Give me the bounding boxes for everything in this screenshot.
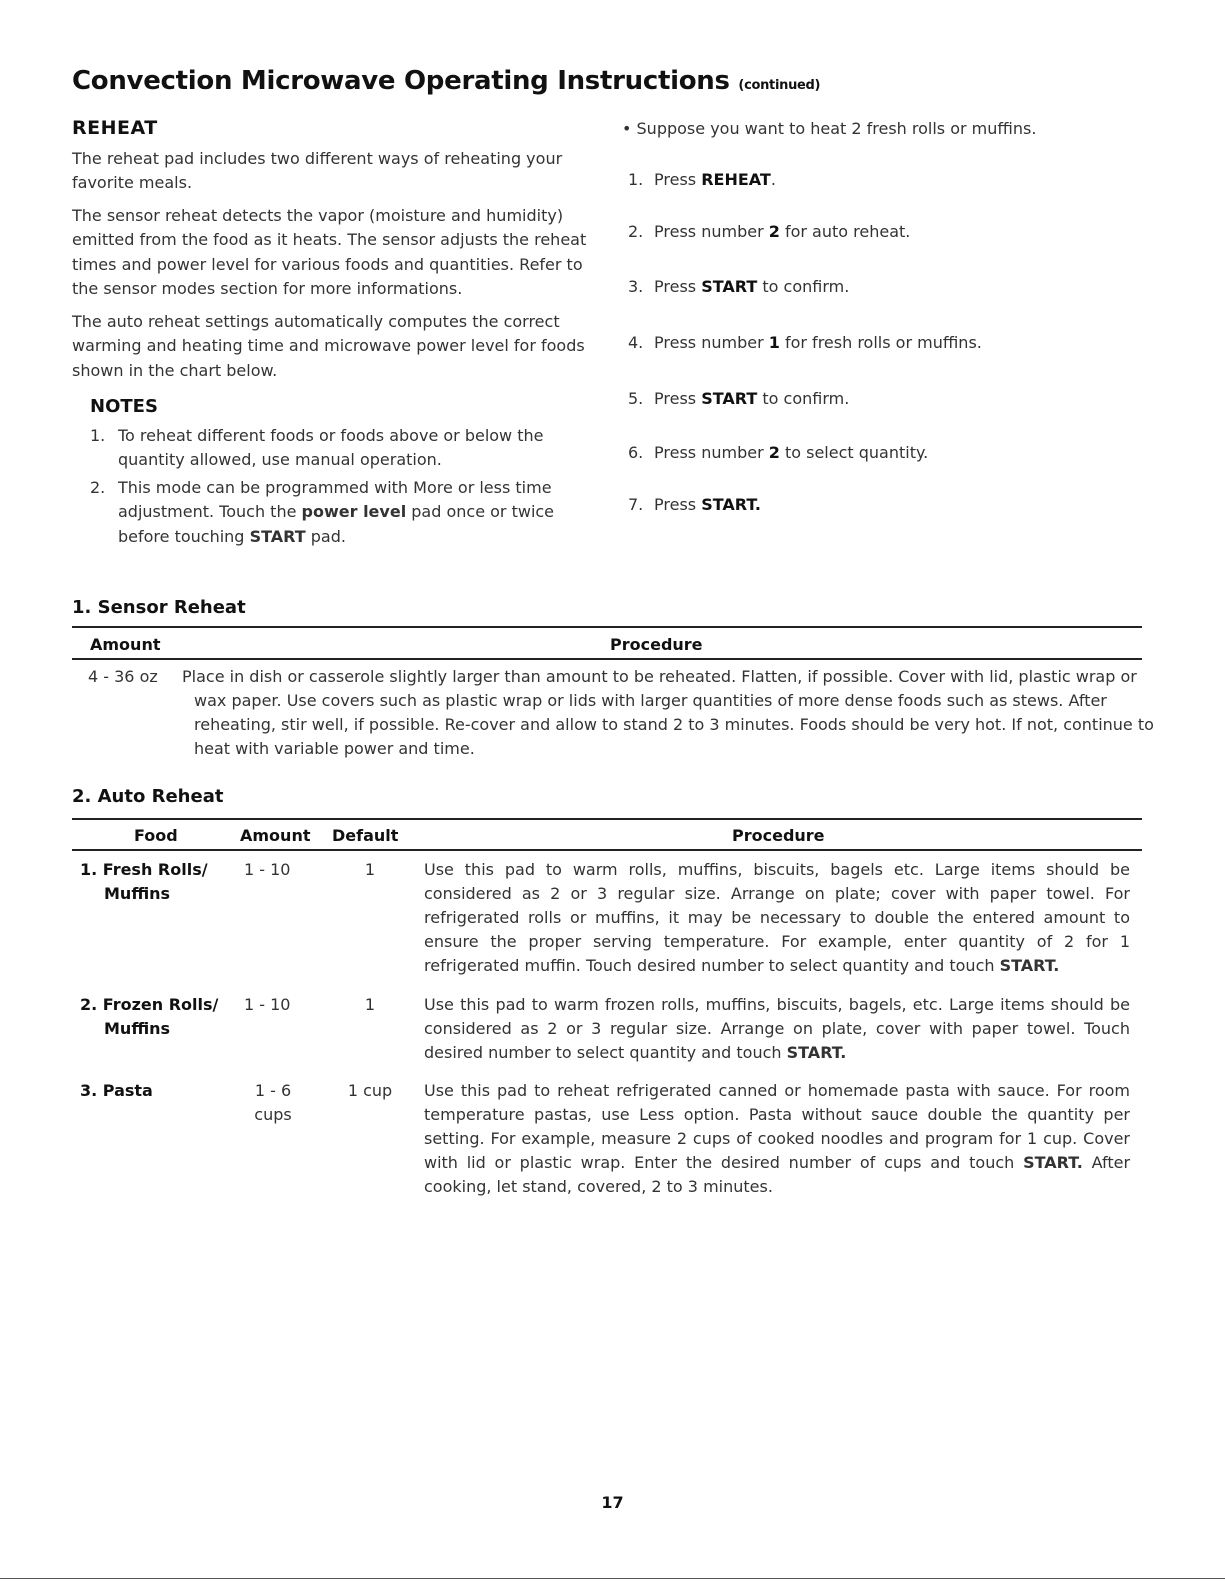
step-item [622, 275, 1142, 299]
procedure-cell [424, 993, 1130, 1065]
step-text: Press [654, 170, 697, 189]
note-text: pad. [310, 526, 346, 546]
note-text: This mode can be programmed with More or less time adjustment. Touch the [118, 477, 552, 521]
sensor-procedure-cell: Place in dish or casserole slightly larger than amount to be reheated. Flatten, if possible. Cover with lid, plastic wrap or wax paper. Use covers such as plastic wrap or lids with larger quantities of more dense foods such as stews. After reheating, stir well, if possible. Re-cover and allow to stand 2 to 3 minutes. Foods should be very hot. If not, continue to heat with variable power and time. [182, 667, 1154, 758]
step-item [622, 168, 1142, 192]
step-text: to select quantity. [784, 443, 929, 462]
step-text: Press [654, 277, 697, 296]
reheat-heading: REHEAT [72, 117, 158, 139]
column-header-default: Default [332, 826, 399, 845]
column-header-procedure: Procedure [732, 826, 825, 845]
reheat-paragraph: The auto reheat settings automatically computes the correct warming and heating time and microwave power level for foods shown in the chart below. [72, 311, 585, 380]
step-keyword: REHEAT [701, 170, 771, 189]
food-name-cell: 3. Pasta [80, 1081, 153, 1100]
note-text: To reheat different foods or foods above or below the quantity allowed, use manual operation. [118, 425, 544, 469]
page-title-text: Convection Microwave Operating Instructions [72, 66, 730, 96]
step-text: for fresh rolls or muffins. [784, 333, 982, 352]
food-name-cell: 1. Fresh Rolls/ Muffins [80, 860, 208, 903]
table-rule [72, 849, 1142, 851]
amount-cell: 1 - 10 [244, 995, 291, 1014]
step-keyword: START [701, 277, 758, 296]
step-text: Press [654, 389, 697, 408]
step-text: to confirm. [762, 389, 850, 408]
step-number: 2. [628, 222, 644, 241]
page-title [72, 66, 820, 96]
step-text: Press number [654, 333, 764, 352]
step-keyword: START. [701, 495, 761, 514]
example-intro: • Suppose you want to heat 2 fresh rolls or muffins. [622, 119, 1037, 138]
note-text: pad once or twice before touching [118, 502, 555, 546]
procedure-text: Use this pad to warm rolls, muffins, biscuits, bagels etc. Large items should be considered as 2 or 3 regular size. Arrange on plate; cover with paper towel. For refrigerated rolls or muffins, it may be necessary to double the entered amount to ensure the proper serving temperature. For example, enter quantity of 2 for 1 refrigerated muffin. Touch desired number to select quantity and touch [424, 860, 1130, 975]
step-item [622, 220, 1142, 244]
default-cell: 1 [364, 995, 376, 1014]
sensor-amount-cell: 4 - 36 oz [88, 667, 158, 686]
food-name-cell: 2. Frozen Rolls/ Muffins [80, 995, 219, 1038]
procedure-keyword: START. [786, 1043, 847, 1062]
note-item [72, 476, 592, 550]
step-text: Press [654, 495, 697, 514]
table-rule [72, 626, 1142, 628]
notes-list [72, 424, 592, 550]
step-item [622, 441, 1142, 465]
example-section [622, 117, 1142, 517]
notes-heading: NOTES [90, 396, 158, 417]
sensor-reheat-heading: 1. Sensor Reheat [72, 597, 246, 618]
page-title-suffix: (continued) [738, 78, 821, 93]
step-item [622, 387, 1142, 411]
page-number: 17 [601, 1493, 624, 1512]
step-number: 1. [628, 170, 644, 189]
step-number: 7. [628, 495, 644, 514]
note-emphasis: START [249, 526, 306, 546]
step-number: 3. [628, 277, 644, 296]
amount-cell: 1 - 10 [244, 860, 291, 879]
procedure-text: After cooking, let stand, covered, 2 to 3 minutes. [424, 1153, 1131, 1196]
note-number: 2. [90, 477, 106, 497]
step-text: . [770, 170, 776, 189]
step-keyword: 1 [768, 333, 780, 352]
procedure-cell [424, 858, 1130, 978]
note-number: 1. [90, 425, 106, 445]
procedure-cell [424, 1079, 1130, 1199]
amount-cell: 1 - 6 cups [254, 1081, 292, 1124]
step-number: 6. [628, 443, 644, 462]
table-rule [72, 658, 1142, 660]
column-header-procedure: Procedure [610, 635, 703, 654]
procedure-keyword: START. [999, 956, 1060, 975]
page-bottom-rule [0, 1578, 1225, 1579]
step-text: Press number [654, 222, 764, 241]
column-header-amount: Amount [240, 826, 311, 845]
reheat-paragraph: The sensor reheat detects the vapor (moisture and humidity) emitted from the food as it heats. The sensor adjusts the reheat times and power level for various foods and quantities. Refer to the sensor modes section for more informations. [72, 205, 587, 298]
step-keyword: 2 [768, 443, 780, 462]
procedure-keyword: START. [1023, 1153, 1083, 1172]
procedure-text: Use this pad to warm frozen rolls, muffins, biscuits, bagels, etc. Large items should be considered as 2 or 3 regular size. Arrange on plate, cover with paper towel. Touch desired number to select quantity and touch [424, 995, 1130, 1062]
example-steps [622, 168, 1142, 517]
step-text: for auto reheat. [784, 222, 911, 241]
step-keyword: 2 [768, 222, 780, 241]
reheat-paragraph: The reheat pad includes two different ways of reheating your favorite meals. [72, 148, 563, 192]
step-number: 4. [628, 333, 644, 352]
step-text: to confirm. [762, 277, 850, 296]
note-emphasis: power level [301, 502, 407, 521]
step-keyword: START [701, 389, 758, 408]
note-item [72, 424, 592, 473]
column-header-amount: Amount [90, 635, 161, 654]
step-text: Press number [654, 443, 764, 462]
table-rule [72, 818, 1142, 820]
column-header-food: Food [134, 826, 178, 845]
step-item [622, 493, 1142, 517]
step-number: 5. [628, 389, 644, 408]
reheat-section [72, 116, 592, 552]
default-cell: 1 cup [347, 1081, 393, 1100]
procedure-text: Use this pad to reheat refrigerated canned or homemade pasta with sauce. For room temperature pastas, use Less option. Pasta without sauce double the quantity per setting. For example, measure 2 cups of cooked noodles and program for 1 cup. Cover with lid or plastic wrap. Enter the desired number of cups and touch [424, 1081, 1130, 1172]
auto-reheat-heading: 2. Auto Reheat [72, 786, 224, 807]
default-cell: 1 [364, 860, 376, 879]
step-item [622, 331, 1142, 355]
